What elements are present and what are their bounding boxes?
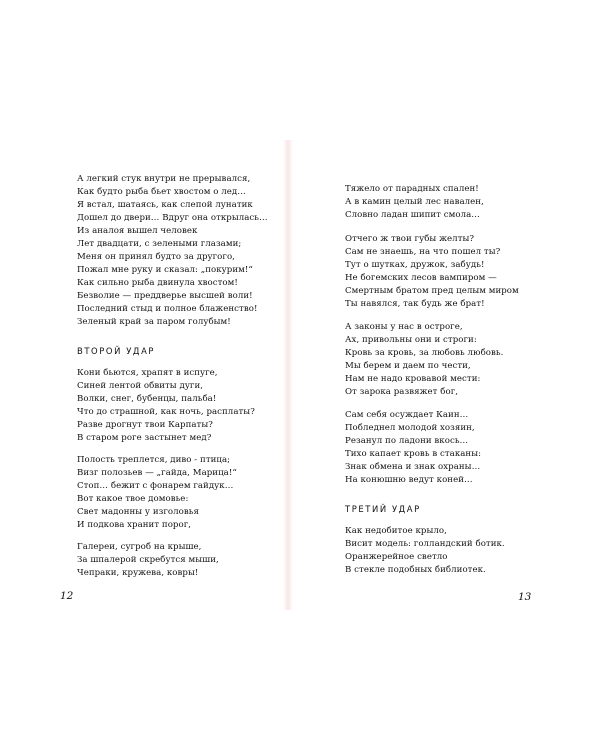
- verse-line: В стекле подобных библиотек.: [345, 565, 486, 575]
- verse-line: Волки, снег, бубенцы, пальба!: [77, 394, 217, 404]
- verse-line: Разве дрогнут твои Карпаты?: [77, 420, 213, 430]
- verse-line: Меня он принял будто за другого,: [77, 252, 235, 262]
- verse-line: Смертным братом пред целым миром: [345, 286, 519, 296]
- verse-line: Как будто рыба бьет хвостом о лед…: [77, 187, 246, 197]
- verse-line: Дошел до двери… Вдруг она открылась…: [77, 213, 268, 223]
- verse-line: Зеленый край за паром голубым!: [77, 317, 231, 327]
- verse-line: Побледнел молодой хозяин,: [345, 423, 475, 433]
- verse-line: Нам не надо кровавой мести:: [345, 374, 481, 384]
- section-heading: ТРЕТИЙ УДАР: [345, 504, 421, 514]
- verse-line: Висит модель: голландский ботик.: [345, 539, 505, 549]
- verse-line: Оранжерейное светло: [345, 552, 448, 562]
- verse-line: Вот какое твое домовье:: [77, 494, 189, 504]
- verse-line: Полость треплется, диво - птица;: [77, 455, 231, 465]
- verse-line: А легкий стук внутри не прерывался,: [77, 174, 251, 184]
- verse-line: Стоп… бежит с фонарем гайдук…: [77, 481, 234, 491]
- verse-line: От зарока развяжет бог,: [345, 387, 459, 397]
- verse-line: Резанул по ладони вкось…: [345, 436, 469, 446]
- verse-line: Из аналоя вышел человек: [77, 226, 198, 236]
- verse-line: Я встал, шатаясь, как слепой лунатик: [77, 200, 253, 210]
- verse-line: Словно ладан шипит смола…: [345, 210, 480, 220]
- verse-line: Безволие — преддверье высшей воли!: [77, 291, 253, 301]
- section-heading: ВТОРОЙ УДАР: [77, 346, 156, 356]
- verse-line: Сам себя осуждает Каин…: [345, 410, 469, 420]
- verse-line: Что до страшной, как ночь, расплаты?: [77, 407, 255, 417]
- verse-line: Ты навялся, так будь же брат!: [345, 299, 485, 309]
- verse-line: Тяжело от парадных спален!: [345, 184, 479, 194]
- verse-line: За шпалерой скребутся мыши,: [77, 555, 219, 565]
- page-number: 12: [60, 590, 74, 602]
- verse-line: А в камин целый лес навален,: [345, 197, 484, 207]
- verse-line: И подкова хранит порог,: [77, 520, 192, 530]
- verse-line: Лет двадцати, с зелеными глазами;: [77, 239, 242, 249]
- verse-line: Визг полозьев — „гайда, Марица!“: [77, 468, 237, 478]
- verse-line: В старом роге застынет мед?: [77, 433, 212, 443]
- verse-line: Пожал мне руку и сказал: „покурим!“: [77, 265, 253, 275]
- verse-line: Кровь за кровь, за любовь любовь.: [345, 348, 504, 358]
- verse-line: Синей лентой обвиты дуги,: [77, 381, 204, 391]
- verse-line: Свет мадонны у изголовья: [77, 507, 199, 517]
- verse-line: Тут о шутках, дружок, забудь!: [345, 260, 485, 270]
- verse-line: Как недобитое крыло,: [345, 526, 447, 536]
- verse-line: Сам не знаешь, на что пошел ты?: [345, 247, 501, 257]
- verse-line: Тихо капает кровь в стаканы:: [345, 449, 482, 459]
- book-spine: [283, 140, 293, 610]
- verse-line: Чепраки, кружева, ковры!: [77, 568, 199, 578]
- verse-line: Кони бьются, храпят в испуге,: [77, 368, 218, 378]
- verse-line: Знак обмена и знак охраны…: [345, 462, 481, 472]
- verse-line: Как сильно рыба двинула хвостом!: [77, 278, 238, 288]
- page-number: 13: [518, 591, 532, 603]
- verse-line: А законы у нас в остроге,: [345, 322, 463, 332]
- verse-line: Мы берем и даем по чести,: [345, 361, 471, 371]
- verse-line: Ах, привольны они и строги:: [345, 335, 477, 345]
- verse-line: Отчего ж твои губы желты?: [345, 234, 475, 244]
- verse-line: Не богемских лесов вампиром —: [345, 273, 497, 283]
- verse-line: Последний стыд и полное блаженство!: [77, 304, 258, 314]
- verse-line: Галереи, сугроб на крыше,: [77, 542, 202, 552]
- verse-line: На конюшню ведут коней…: [345, 475, 473, 485]
